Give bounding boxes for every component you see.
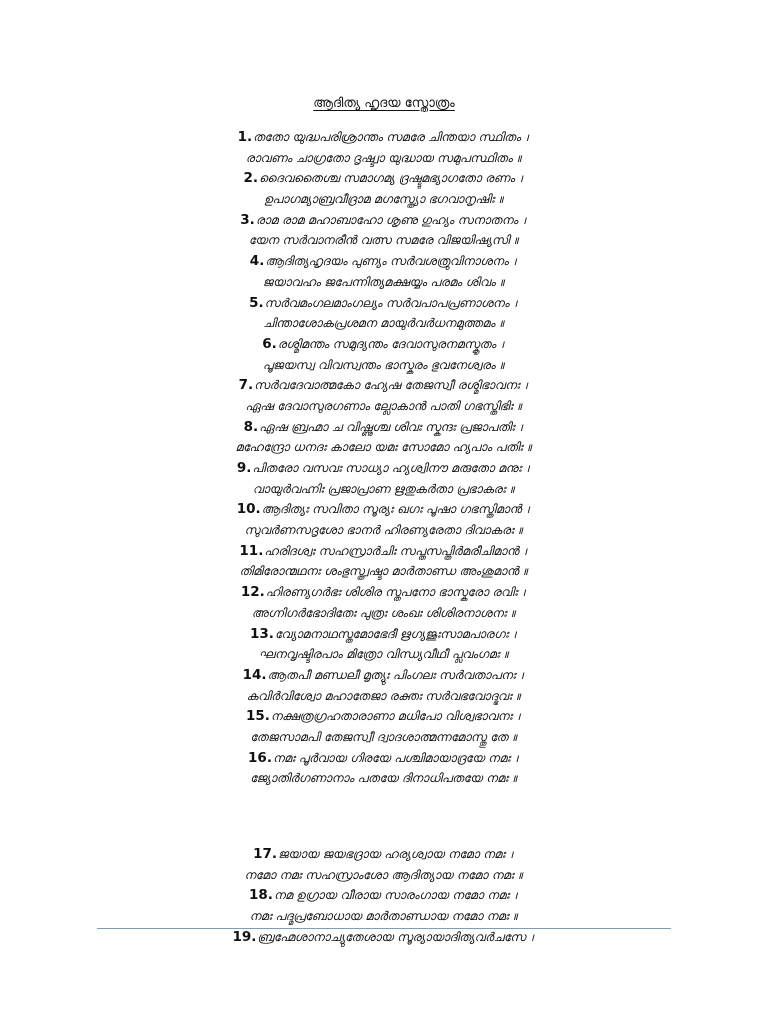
verse-text: നമോ നമഃ സഹസ്രാംശോ ആദിത്യായ നമോ നമഃ ॥ — [244, 867, 524, 882]
verse-line — [0, 313, 768, 334]
verse-number: 3. — [240, 211, 255, 228]
verse-number: 1. — [237, 129, 253, 145]
verse-text: ഏഷ ദേവാസുരഗണാം ല്ലോകാൻ പാതി ഗഭസ്തിഭിഃ ॥ — [245, 398, 523, 413]
verse-line — [0, 748, 768, 769]
verse-line — [0, 230, 768, 251]
verse-line — [0, 686, 768, 707]
verse-text: ആദിത്യഹൃദയം പുണ്യം സർവശത്രുവിനാശനം । — [265, 254, 519, 269]
verse-text: ആദിത്യഃ സവിതാ സൂര്യഃ ഖഗഃ പൂഷാ ഗഭസ്തിമാൻ । — [261, 502, 532, 517]
verse-text: ഹിരണ്യഗർഭഃ ശിശിര സ്തപനോ ഭാസ്കരോ രവിഃ । — [265, 585, 528, 600]
verse-text: ജയായ ജയഭദ്രായ ഹര്യശ്വായ നമോ നമഃ । — [278, 847, 515, 861]
verse-line — [0, 499, 768, 520]
page-divider-line — [97, 928, 671, 929]
verse-number: 7. — [238, 377, 254, 394]
verse-line — [0, 727, 768, 748]
verse-number: 18. — [249, 887, 273, 904]
verse-text: രാവണം ചാഗ്രതോ ദൃഷ്ട്വാ യുദ്ധായ സമുപസ്ഥിതം ॥ — [245, 150, 523, 165]
verse-number: 4. — [249, 253, 265, 270]
verse-section-2 — [0, 844, 768, 947]
verse-number: 15. — [245, 708, 270, 725]
verse-text: നമ ഉഗ്രായ വീരായ സാരംഗായ നമോ നമഃ । — [273, 888, 519, 903]
verse-number: 2. — [243, 170, 259, 187]
verse-line — [0, 437, 768, 458]
verse-text: ജയാവഹം ജപേന്നിത്യമക്ഷയ്യം പരമം ശിവം ॥ — [262, 274, 506, 289]
verse-number: 10. — [236, 501, 261, 518]
verse-line — [0, 624, 768, 645]
verse-section-1 — [0, 127, 768, 789]
document-title: ആദിത്യ ഹൃദയ സ്തോത്രം — [313, 96, 455, 111]
verse-text: ഹരിദശ്വഃ സഹസ്രാർചിഃ സപ്തസപ്തിർമരീചിമാൻ । — [264, 543, 529, 558]
verse-number: 8. — [243, 418, 259, 435]
verse-text: സർവമംഗലമാംഗല്യം സർവപാപപ്രണാശനം । — [264, 295, 519, 310]
verse-number: 17. — [253, 846, 278, 862]
verse-line — [0, 458, 768, 479]
verse-text: ചിന്താശോകപ്രശമന മായുർവർധനമുത്തമം ॥ — [263, 316, 505, 331]
verse-line — [0, 582, 768, 603]
verse-text: മഹേന്ദ്രോ ധനദഃ കാലോ യമഃ സോമോ ഹ്യപാം പതിഃ ॥ — [235, 440, 533, 455]
verse-number: 9. — [236, 460, 252, 476]
verse-text: ജ്യോതിർഗണാനാം പതയേ ദിനാധിപതയേ നമഃ ॥ — [250, 771, 518, 786]
verse-line — [0, 665, 768, 686]
verse-number: 5. — [249, 294, 264, 311]
verse-line — [0, 906, 768, 927]
verse-text: യേന സർവാനരീൻ വത്സ സമരേ വിജയിഷ്യസി ॥ — [248, 233, 520, 248]
verse-text: ഘനവൃഷ്ടിരപാം മിത്രോ വിന്ധ്യവീഥീ പ്ലവംഗമഃ ॥ — [258, 647, 510, 662]
verse-text: വ്യോമനാഥസ്തമോഭേദീ ഋഗ്യജുഃസാമപാരഗഃ । — [274, 626, 519, 641]
verse-number: 6. — [262, 335, 277, 352]
verse-text: തേജസാമപി തേജസ്വീ ദ്വാദശാത്മന്നമോസ്തു തേ ॥ — [250, 729, 518, 744]
verse-text: അഗ്നിഗർഭോദിതേഃ പുത്രഃ ശംഖഃ ശിശിരനാശനഃ ॥ — [251, 605, 517, 620]
verse-text: നമഃ പദ്മപ്രബോധായ മാർതാണ്ഡായ നമോ നമഃ ॥ — [249, 909, 519, 924]
verse-number: 11. — [239, 542, 264, 559]
verse-line — [0, 885, 768, 906]
verse-line — [0, 375, 768, 396]
verse-text: സർവദേവാത്മകോ ഹ്യേഷ തേജസ്വീ രശ്മിഭാവനഃ । — [254, 378, 530, 393]
verse-text: പിതരോ വസവഃ സാധ്യാ ഹ്യശ്വിനൗ മരുതോ മനുഃ । — [252, 461, 532, 475]
verse-line — [0, 355, 768, 376]
verse-line — [0, 706, 768, 727]
verse-text: ആതപീ മണ്ഡലീ മൃത്യുഃ പിംഗലഃ സർവതാപനഃ । — [267, 667, 526, 682]
verse-line — [0, 561, 768, 582]
verse-text: ഏഷ ബ്രഹ്മാ ച വിഷ്ണുശ്ച ശിവഃ സ്കന്ദഃ പ്രജാപതിഃ । — [259, 419, 525, 434]
verse-text: തിമിരോന്മഥനഃ ശംഭുസ്ത്വഷ്ടാ മാർതാണ്ഡ അംശുമാൻ ॥ — [239, 564, 529, 579]
verse-text: വായുർവഹ്നിഃ പ്രജാപ്രാണ ഋതുകർതാ പ്രഭാകരഃ ॥ — [252, 481, 516, 496]
verse-line — [0, 479, 768, 500]
verse-line — [0, 520, 768, 541]
verse-list — [0, 127, 768, 947]
verse-text: രാമ രാമ മഹാബാഹോ ശൃണു ഗുഹ്യം സനാതനം । — [255, 212, 528, 227]
verse-line — [0, 644, 768, 665]
verse-line — [0, 334, 768, 355]
verse-line — [0, 189, 768, 210]
verse-line — [0, 251, 768, 272]
verse-line — [0, 768, 768, 789]
verse-line — [0, 927, 768, 948]
verse-line — [0, 272, 768, 293]
verse-line — [0, 168, 768, 189]
verse-line — [0, 293, 768, 314]
verse-line — [0, 396, 768, 417]
verse-line — [0, 865, 768, 886]
verse-text: സുവർണസദൃശോ ഭാനർ ഹിരണ്യരേതാ ദിവാകരഃ ॥ — [244, 523, 524, 538]
verse-text: തതോ യുദ്ധപരിശ്രാന്തം സമരേ ചിന്തയാ സ്ഥിതം । — [253, 130, 531, 144]
verse-text: നമഃ പൂർവായ ഗിരയേ പശ്ചിമായാദ്രയേ നമഃ । — [272, 750, 520, 765]
verse-text: നക്ഷത്രഗ്രഹതാരാണാ മധിപോ വിശ്വഭാവനഃ । — [270, 709, 523, 724]
verse-number: 12. — [240, 584, 265, 601]
verse-text: പൂജയസ്വ വിവസ്വന്തം ഭാസ്കരം ഭുവനേശ്വരം ॥ — [262, 357, 506, 372]
verse-text: ബ്രഹ്മേശാനാച്യുതേശായ സൂര്യായാദിത്യവർചസേ । — [257, 929, 536, 944]
verse-text: ദൈവതൈശ്ച സമാഗമ്യ ദ്രഷ്ടുമഭ്യാഗതോ രണം । — [259, 171, 525, 186]
verse-number: 14. — [242, 666, 267, 683]
verse-line — [0, 148, 768, 169]
section-gap — [0, 789, 768, 844]
verse-line — [0, 417, 768, 438]
verse-text: രശ്മിമന്തം സമുദ്യന്തം ദേവാസുരനമസ്കൃതം । — [277, 336, 506, 351]
verse-line — [0, 844, 768, 865]
verse-number: 13. — [249, 625, 274, 642]
verse-line — [0, 603, 768, 624]
verse-line — [0, 541, 768, 562]
verse-number: 19. — [232, 928, 257, 945]
verse-text: കവിർവിശ്വോ മഹാതേജാ രക്തഃ സർവഭവോദ്ഭവഃ ॥ — [246, 688, 522, 703]
verse-line — [0, 127, 768, 148]
verse-number: 16. — [248, 749, 272, 766]
verse-line — [0, 210, 768, 231]
verse-text: ഉപാഗമ്യാബ്രവീദ്രാമ മഗസ്ത്യോ ഭഗവാനൃഷിഃ ॥ — [263, 192, 505, 207]
